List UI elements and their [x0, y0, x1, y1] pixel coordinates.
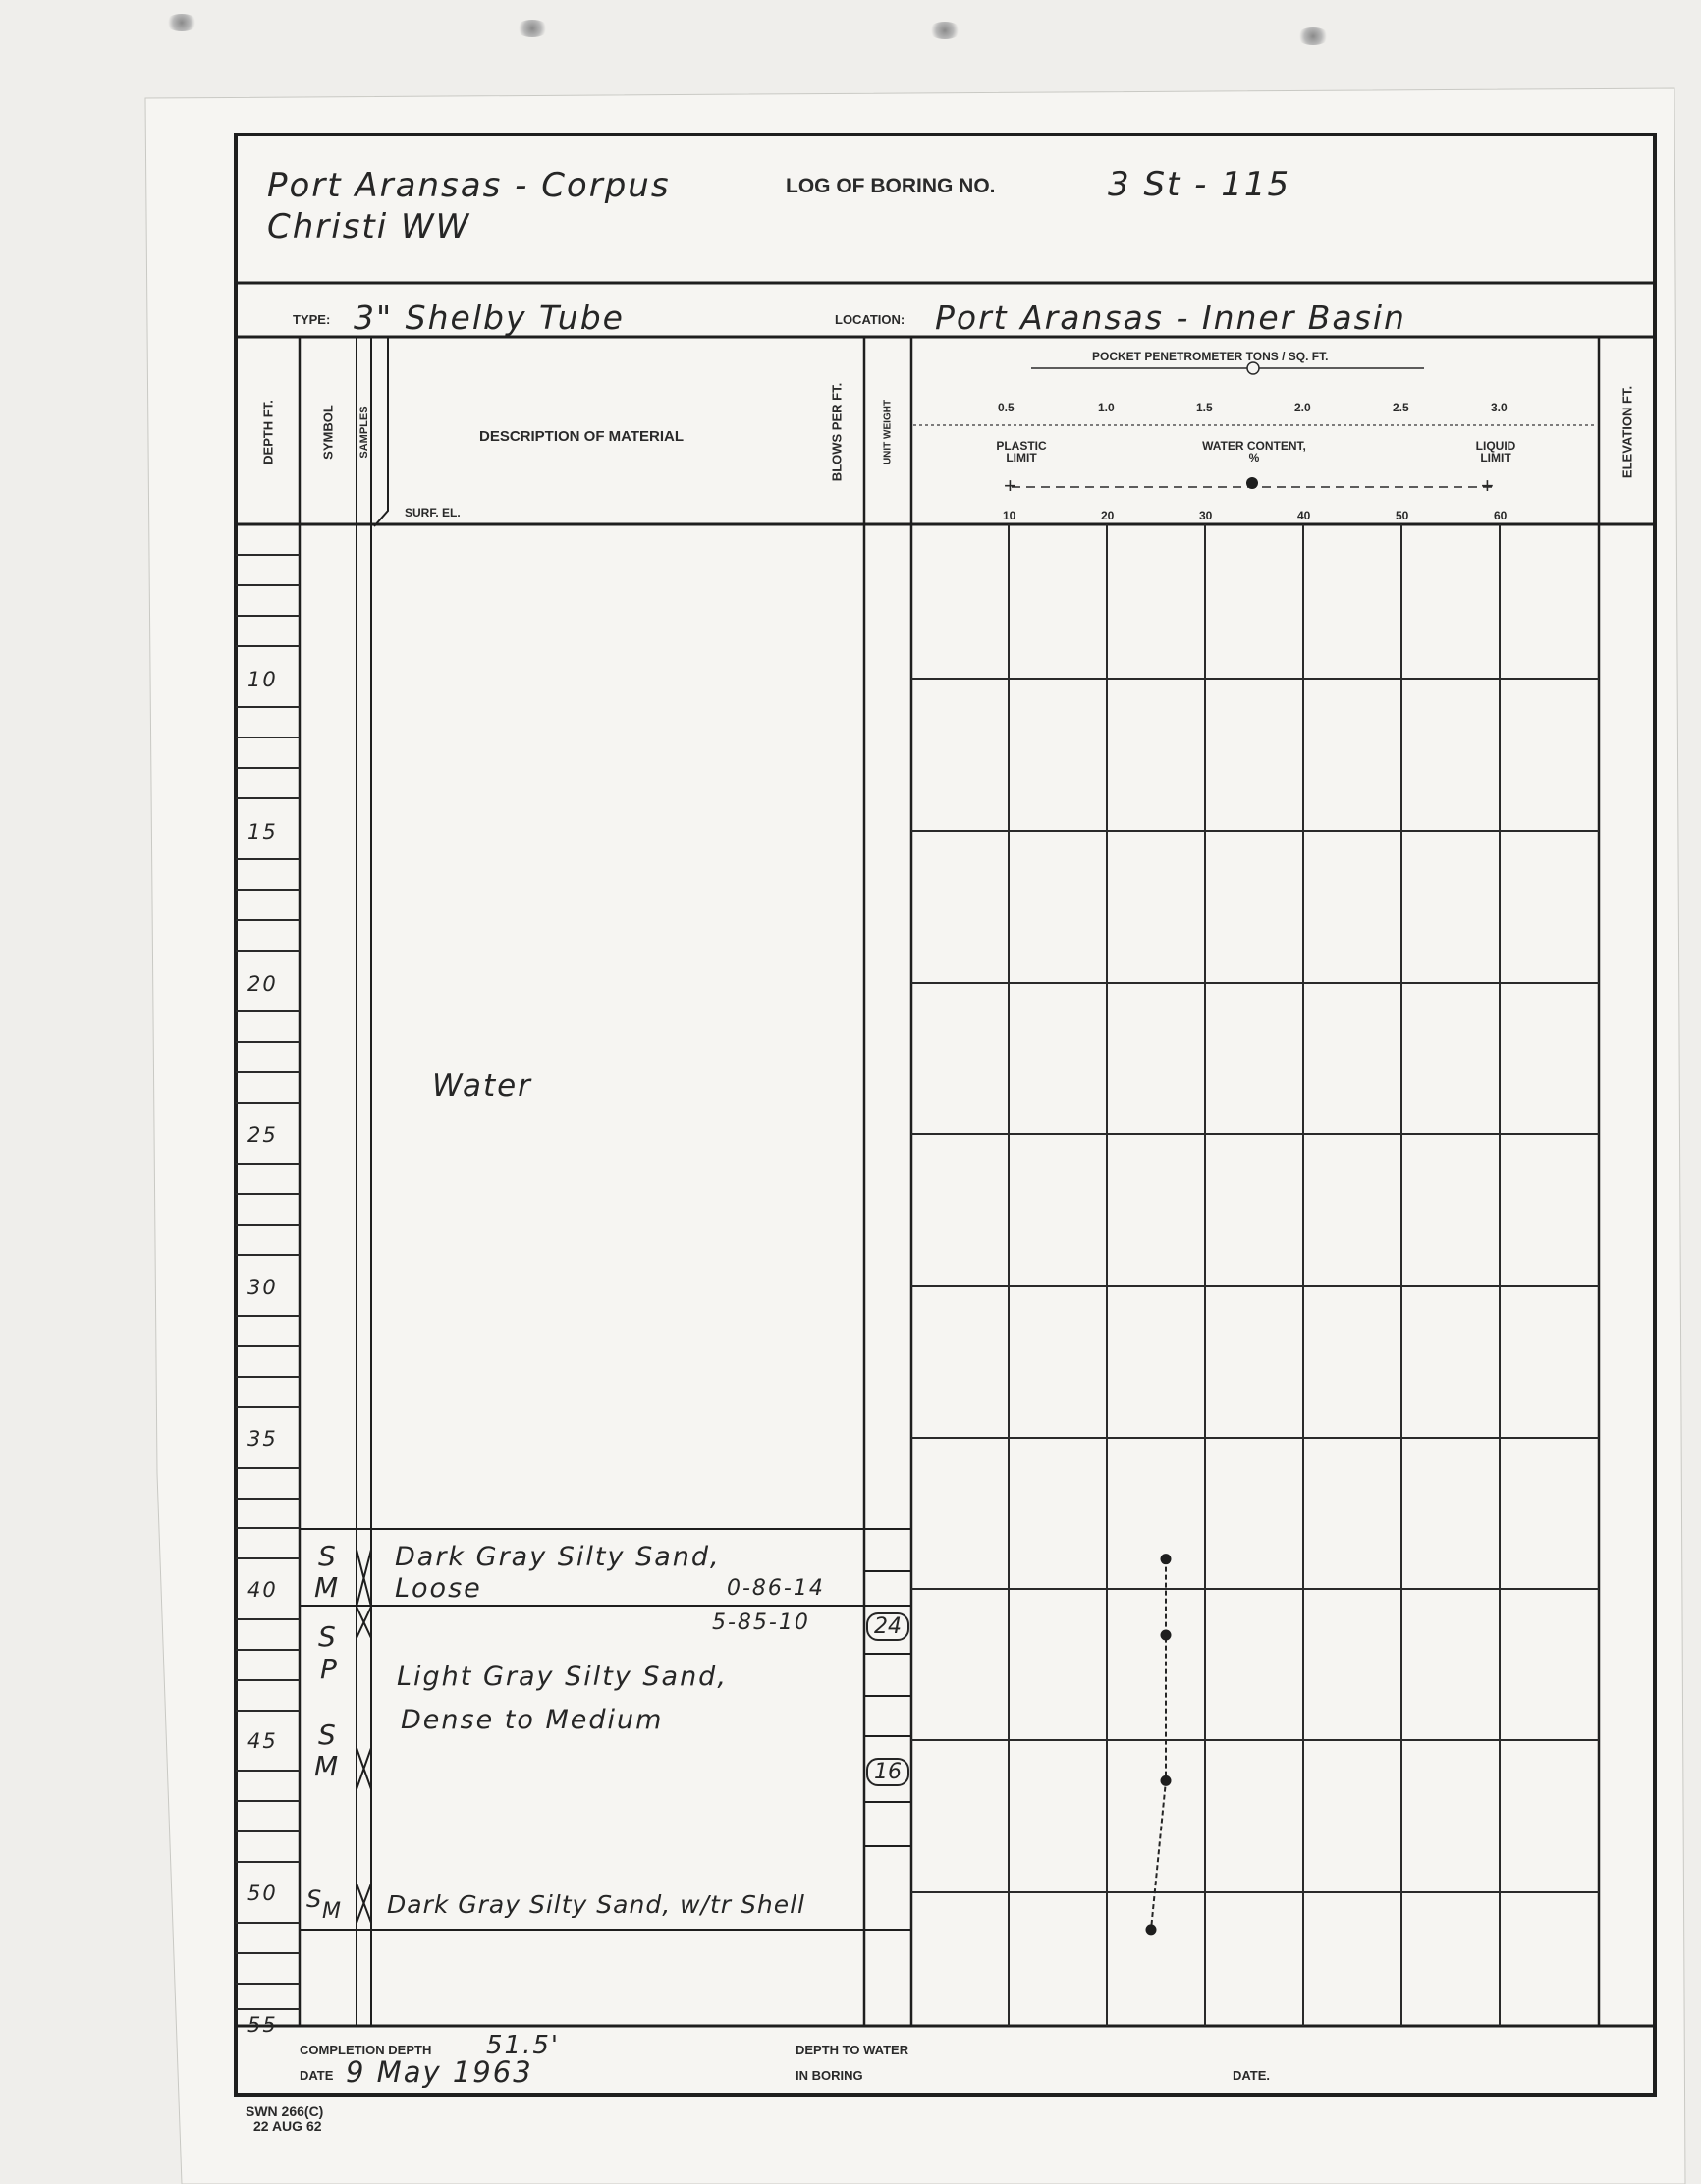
stratum-symbol: S: [306, 1885, 322, 1913]
depth-label: 30: [247, 1276, 278, 1299]
boring-number: 3 St - 115: [1108, 165, 1291, 204]
water-content-point: [1161, 1775, 1172, 1786]
water-content-tick: 30: [1199, 509, 1213, 522]
sample-id: 0-86-14: [727, 1576, 825, 1601]
svg-text:+: +: [1481, 473, 1494, 498]
type-value: 3" Shelby Tube: [354, 299, 625, 337]
depth-column-header: DEPTH FT.: [260, 400, 276, 464]
date-label-2: DATE.: [1233, 2068, 1271, 2083]
penetrometer-tick: 1.5: [1196, 401, 1213, 414]
samples-column-header: SAMPLES: [358, 406, 370, 459]
plastic-limit-label: PLASTIC LIMIT: [996, 439, 1047, 464]
stratum-symbol: P: [320, 1653, 337, 1685]
symbol-column-header: SYMBOL: [320, 405, 336, 460]
liquid-limit-label: LIQUID LIMIT: [1475, 439, 1516, 464]
blows-count: 24: [866, 1612, 909, 1641]
surface-elevation-label: SURF. EL.: [405, 506, 461, 519]
depth-to-water-label: DEPTH TO WATER: [796, 2043, 909, 2057]
water-content-tick: 50: [1396, 509, 1409, 522]
stratum-symbol: S: [318, 1620, 336, 1653]
depth-label: 45: [247, 1729, 278, 1753]
stratum-symbol: S: [318, 1719, 336, 1751]
penetrometer-title: POCKET PENETROMETER TONS / SQ. FT.: [1092, 350, 1329, 363]
water-content-point: [1161, 1629, 1172, 1640]
depth-to-water-label: IN BORING: [796, 2068, 863, 2083]
stratum-symbol: M: [314, 1571, 339, 1604]
form-number: SWN 266(C): [246, 2103, 324, 2119]
stratum-symbol: M: [322, 1899, 341, 1924]
depth-label: 35: [247, 1427, 278, 1450]
penetrometer-tick: 3.0: [1491, 401, 1508, 414]
water-content-tick: 20: [1101, 509, 1115, 522]
penetrometer-tick: 2.5: [1393, 401, 1409, 414]
stratum-description: Dense to Medium: [401, 1705, 664, 1735]
type-label: TYPE:: [293, 312, 331, 327]
penetrometer-tick: 0.5: [998, 401, 1015, 414]
project-name: Port Aransas - Corpus Christi WW: [267, 166, 671, 246]
depth-label: 20: [247, 972, 278, 996]
depth-label: 25: [247, 1123, 278, 1147]
stratum-description: Light Gray Silty Sand,: [397, 1662, 728, 1692]
completion-depth-label: COMPLETION DEPTH: [300, 2043, 432, 2057]
water-content-tick: 40: [1297, 509, 1311, 522]
stratum-symbol: M: [314, 1750, 339, 1782]
depth-label: 55: [247, 2013, 278, 2037]
blows-column-header: BLOWS PER FT.: [829, 382, 845, 482]
stratum-description: Loose: [395, 1573, 482, 1604]
depth-label: 50: [247, 1882, 278, 1905]
depth-label: 40: [247, 1578, 278, 1602]
depth-label: 10: [247, 668, 278, 691]
water-content-point: [1161, 1554, 1172, 1564]
water-content-label: WATER CONTENT, %: [1202, 439, 1306, 464]
stratum-symbol: S: [318, 1540, 336, 1572]
completion-depth-value: 51.5': [486, 2031, 561, 2060]
water-content-point: [1146, 1924, 1157, 1935]
svg-text:+: +: [1004, 473, 1016, 498]
date-label: DATE: [300, 2068, 334, 2083]
water-label: Water: [432, 1068, 532, 1104]
elevation-column-header: ELEVATION FT.: [1619, 385, 1635, 479]
form-date: 22 AUG 62: [253, 2118, 322, 2134]
water-content-tick: 60: [1494, 509, 1508, 522]
sample-id: 5-85-10: [712, 1611, 810, 1635]
penetrometer-tick: 2.0: [1294, 401, 1311, 414]
depth-label: 15: [247, 820, 278, 844]
unit-weight-column-header: UNIT WEIGHT: [882, 399, 894, 465]
stratum-description: Dark Gray Silty Sand, w/tr Shell: [387, 1890, 805, 1919]
penetrometer-tick: 1.0: [1098, 401, 1115, 414]
location-label: LOCATION:: [835, 312, 905, 327]
stratum-description: Dark Gray Silty Sand,: [395, 1542, 721, 1572]
water-content-tick: 10: [1003, 509, 1016, 522]
blows-count: 16: [866, 1758, 909, 1786]
location-value: Port Aransas - Inner Basin: [935, 299, 1406, 337]
description-column-header: DESCRIPTION OF MATERIAL: [479, 428, 685, 445]
date-value: 9 May 1963: [346, 2055, 533, 2089]
form-title: LOG OF BORING NO.: [786, 175, 996, 197]
